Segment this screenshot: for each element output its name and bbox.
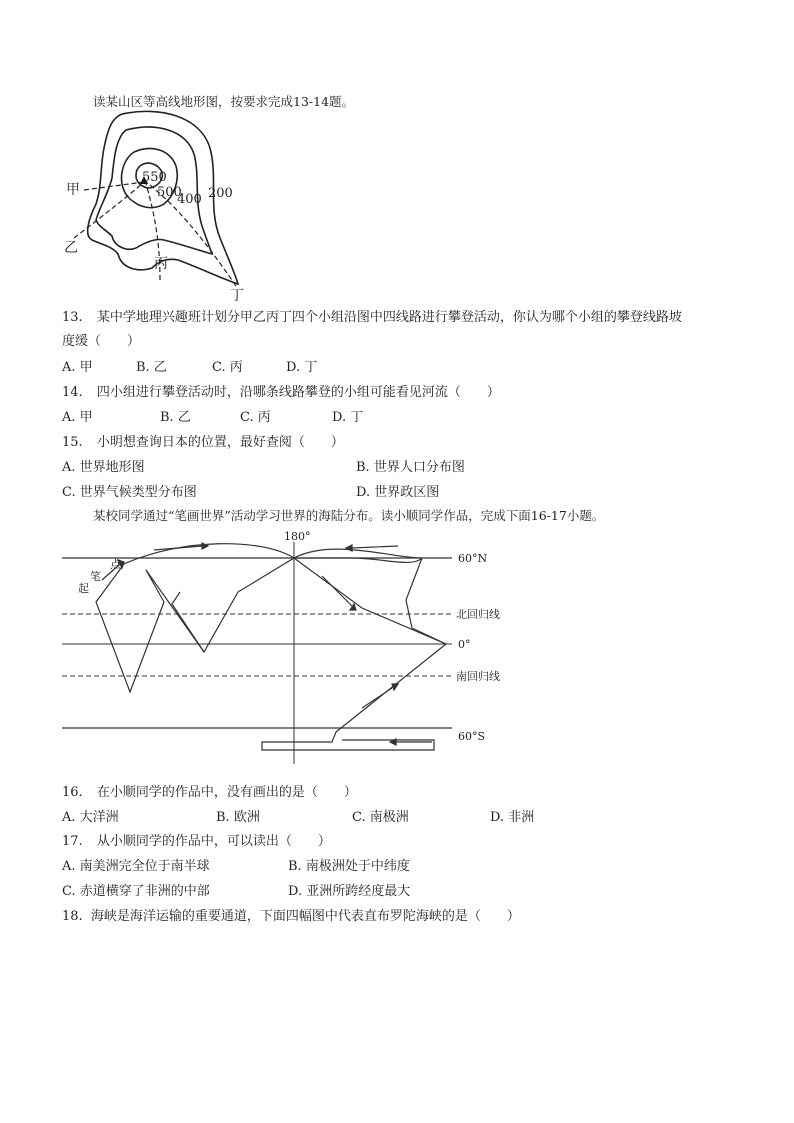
lon-180-label: 180° [284, 530, 311, 543]
stroke-asia-east [294, 558, 446, 732]
option-16d: D. 非洲 [490, 810, 535, 825]
contour-intro: 读某山区等高线地形图，按要求完成13-14题。 [93, 94, 355, 109]
stroke-europe-asia [146, 558, 422, 652]
tropic-capricorn-label: 南回归线 [456, 670, 500, 683]
question-14 [62, 381, 500, 400]
contour-map [60, 108, 280, 303]
question-15 [62, 431, 344, 450]
option-15a: A. 世界地形图 [62, 460, 145, 475]
option-13c: C. 丙 [212, 360, 243, 375]
question-13-line2: 度缓（ ） [62, 334, 141, 349]
elev-550: 550 [142, 170, 167, 185]
route-label-yi: 乙 [64, 240, 78, 256]
question-text: 在小顺同学的作品中，没有画出的是（ ） [96, 785, 357, 800]
option-14a: A. 甲 [62, 410, 93, 425]
question-number: 18. [62, 909, 83, 924]
contour-line-400 [96, 127, 212, 254]
option-16b: B. 欧洲 [216, 810, 260, 825]
route-jia [84, 182, 144, 190]
question-text: 某中学地理兴趣班计划分甲乙丙丁四个小组沿图中四线路进行攀登活动，你认为哪个小组的攀登线路坡 [96, 310, 682, 325]
option-17b: B. 南极洲处于中纬度 [288, 859, 410, 874]
route-label-jia: 甲 [66, 182, 80, 198]
option-13a: A. 甲 [62, 360, 93, 375]
option-14b: B. 乙 [160, 410, 191, 425]
equator-label: 0° [458, 638, 471, 651]
option-13b: B. 乙 [136, 360, 167, 375]
question-13 [62, 306, 682, 325]
start-label-bi: 笔 [90, 570, 101, 583]
stroke-antarctica [262, 732, 434, 750]
question-text: 小明想查询日本的位置，最好查阅（ ） [96, 435, 344, 450]
lat-60s-label: 60°S [458, 730, 486, 743]
option-16a: A. 大洋洲 [62, 810, 119, 825]
question-number: 15. [62, 435, 83, 450]
option-17d: D. 亚洲所跨经度最大 [288, 884, 411, 899]
question-number: 14. [62, 385, 83, 400]
option-15b: B. 世界人口分布图 [356, 460, 465, 475]
option-15c: C. 世界气候类型分布图 [62, 485, 197, 500]
tropic-cancer-label: 北回归线 [456, 608, 500, 621]
lat-60n-label: 60°N [458, 552, 488, 565]
stroke-africa [172, 592, 204, 652]
option-13d: D. 丁 [286, 360, 318, 375]
option-14c: C. 丙 [240, 410, 271, 425]
arrow-top-right [352, 546, 398, 548]
question-number: 17. [62, 834, 83, 849]
question-18 [62, 905, 520, 924]
elev-400: 400 [177, 192, 202, 207]
stroke-oceania [406, 558, 446, 644]
question-number: 16. [62, 785, 83, 800]
route-label-bing: 丙 [154, 256, 168, 272]
elev-200: 200 [208, 186, 233, 201]
option-17c: C. 赤道横穿了非洲的中部 [62, 884, 210, 899]
question-number: 13. [62, 310, 83, 325]
option-17a: A. 南美洲完全位于南半球 [62, 859, 210, 874]
option-16c: C. 南极洲 [352, 810, 409, 825]
start-label-qi: 起 [78, 582, 89, 595]
arrow-top-left [154, 546, 202, 550]
elev-500: 500 [157, 185, 182, 200]
option-14d: D. 丁 [332, 410, 364, 425]
world-intro: 某校同学通过“笔画世界”活动学习世界的海陆分布。读小顺同学作品，完成下面16-17小题。 [93, 508, 605, 523]
arrow-diag [322, 576, 352, 606]
start-label-dian: 点 [110, 558, 121, 571]
question-text: 从小顺同学的作品中，可以读出（ ） [96, 834, 331, 849]
option-15d: D. 世界政区图 [356, 485, 440, 500]
question-17 [62, 830, 331, 849]
question-16 [62, 781, 357, 800]
stroke-north-america [96, 564, 164, 692]
arrow-right-up [362, 688, 392, 708]
route-label-ding: 丁 [230, 288, 244, 303]
world-sketch-map [62, 528, 522, 768]
question-text: 海峡是海洋运输的重要通道，下面四幅图中代表直布罗陀海峡的是（ ） [90, 909, 520, 924]
question-text: 四小组进行攀登活动时，沿哪条线路攀登的小组可能看见河流（ ） [96, 385, 500, 400]
